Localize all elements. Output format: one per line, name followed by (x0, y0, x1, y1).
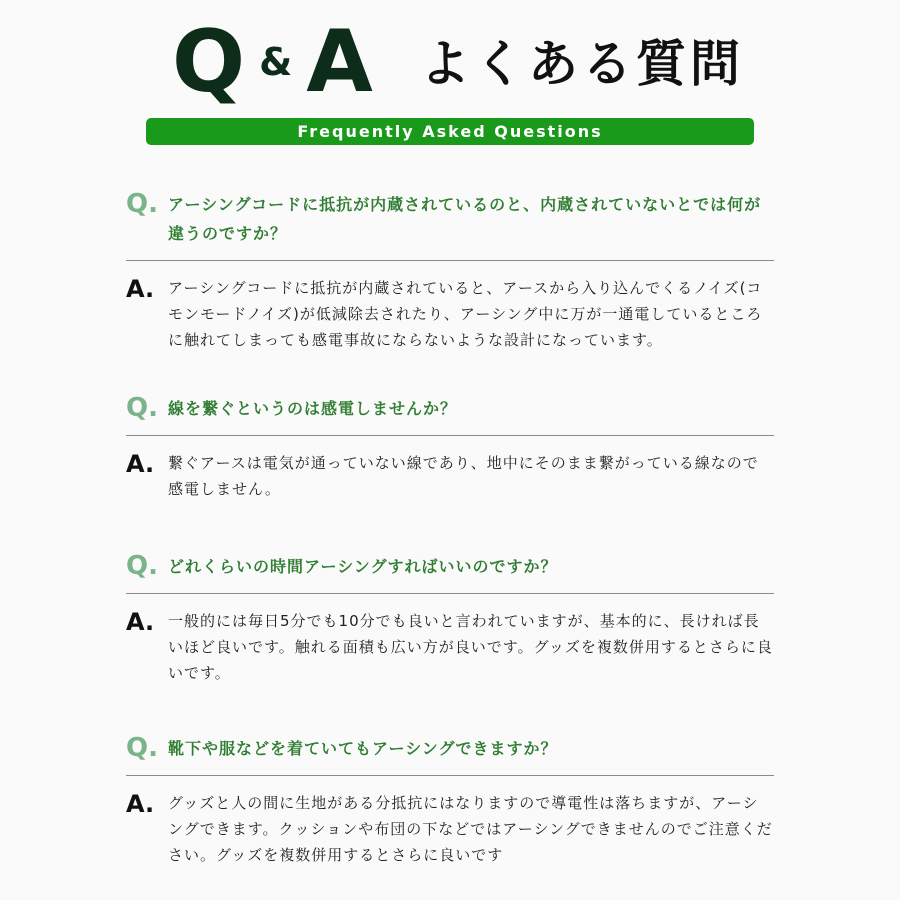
answer-mark: A. (126, 608, 155, 636)
answer-mark: A. (126, 790, 155, 818)
page-title: よくある質問 (420, 35, 744, 93)
question-mark: Q. (126, 733, 158, 763)
question-text: 線を繋ぐというのは感電しませんか？ (168, 399, 458, 418)
faq-item (126, 394, 774, 502)
answer-text: グッズと人の間に生地がある分抵抗にはなりますので導電性は落ちますが、アーシングできます。クッションや布団の下などではアーシングできませんのでご注意ください。グッズを複数併用するとさらに良いです (168, 794, 773, 864)
question-mark: Q. (126, 393, 158, 423)
faq-banner: Frequently Asked Questions (146, 118, 754, 145)
answer-row (126, 450, 774, 502)
question-row (126, 394, 774, 423)
qa-logo-a: A (306, 12, 373, 112)
divider (126, 435, 774, 436)
divider (126, 775, 774, 776)
faq-item (126, 552, 774, 686)
question-mark: Q. (126, 189, 158, 219)
question-mark: Q. (126, 551, 158, 581)
question-row (126, 190, 774, 248)
question-text: どれくらいの時間アーシングすればいいのですか？ (168, 557, 558, 576)
question-row (126, 552, 774, 581)
question-text: アーシングコードに抵抗が内蔵されているのと、内蔵されていないとでは何が違うのですか？ (168, 195, 762, 243)
faq-item (126, 734, 774, 868)
answer-mark: A. (126, 450, 155, 478)
faq-item (126, 190, 774, 353)
divider (126, 593, 774, 594)
answer-text: 繋ぐアースは電気が通っていない線であり、地中にそのまま繋がっている線なので感電しません。 (168, 454, 759, 498)
answer-row (126, 275, 774, 353)
answer-row (126, 790, 774, 868)
question-row (126, 734, 774, 763)
answer-mark: A. (126, 275, 155, 303)
qa-logo-ampersand: & (259, 40, 293, 84)
answer-text: 一般的には毎日5分でも10分でも良いと言われていますが、基本的に、長ければ長いほど良いです。触れる面積も広い方が良いです。グッズを複数併用するとさらに良いです。 (168, 612, 773, 682)
qa-logo-q: Q (172, 12, 246, 112)
answer-text: アーシングコードに抵抗が内蔵されていると、アースから入り込んでくるノイズ(コモンモードノイズ)が低減除去されたり、アーシング中に万が一通電しているところに触れてしまっても感電事故にならないような設計になっています。 (168, 279, 763, 349)
question-text: 靴下や服などを着ていてもアーシングできますか？ (168, 739, 558, 758)
answer-row (126, 608, 774, 686)
divider (126, 260, 774, 261)
